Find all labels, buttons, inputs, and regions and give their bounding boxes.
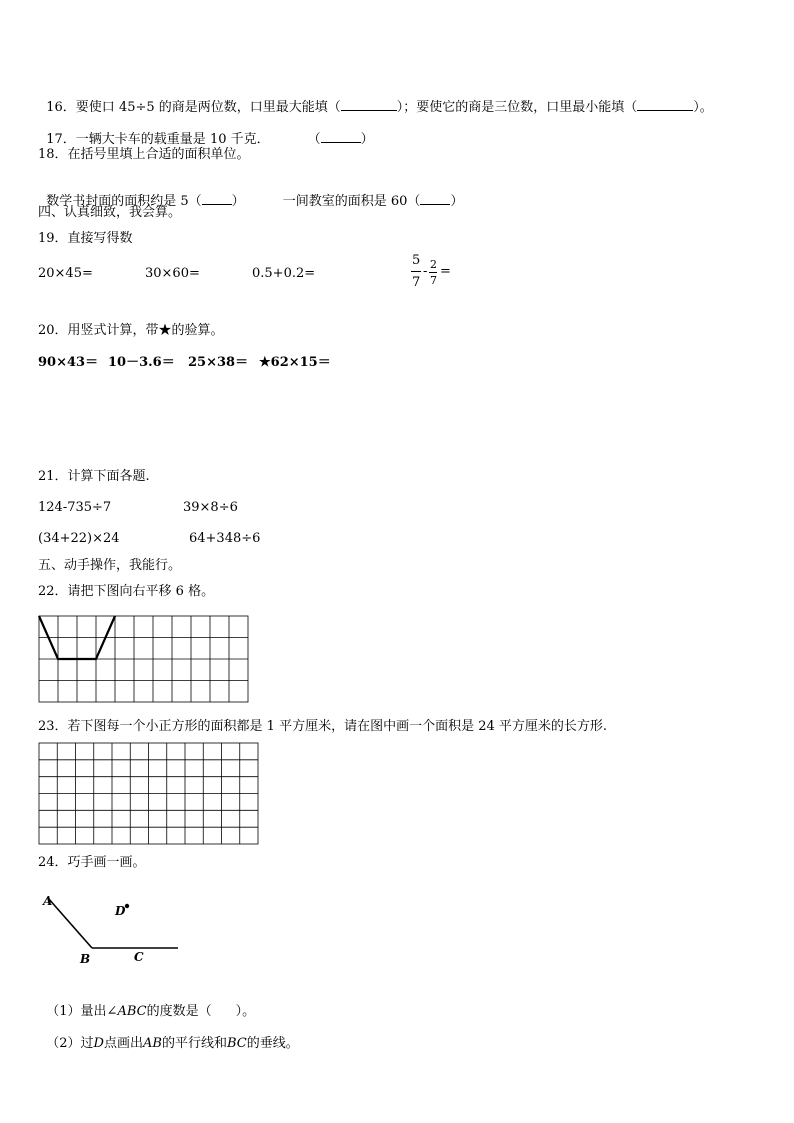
frac2-denominator: 7 — [430, 274, 437, 287]
q16-text-c: ）。 — [693, 100, 713, 115]
q17-text-c: ） — [360, 132, 374, 147]
ray-BA — [48, 898, 92, 948]
label-A: A — [43, 894, 53, 908]
q21-item-4: 64+348÷6 — [189, 531, 261, 546]
section-4-heading: 四、认真细致，我会算。 — [38, 205, 182, 220]
q16-text-b: ）；要使它的商是三位数，口里最小能填（ — [396, 100, 638, 115]
frac1-numerator: 5 — [412, 253, 421, 268]
q19-item-1: 20×45= — [38, 266, 93, 281]
q18-b-end: ） — [450, 194, 464, 209]
q24-p2-text-c: 的平行线和 — [161, 1036, 227, 1051]
q24-angle-figure[interactable] — [38, 890, 198, 970]
q22-grid[interactable] — [38, 614, 252, 706]
question-23-title: 23．若下图每一个小正方形的面积都是 1 平方厘米，请在图中画一个面积是 24 平方厘米的长方形. — [38, 719, 608, 734]
q19-fraction-expression — [410, 254, 456, 294]
question-21-title: 21．计算下面各题. — [38, 469, 150, 484]
equals-sign: = — [440, 264, 451, 279]
question-18-title: 18．在括号里填上合适的面积单位。 — [38, 147, 250, 162]
q18-blank-b[interactable] — [420, 204, 450, 205]
q21-item-1: 124-735÷7 — [38, 500, 112, 515]
q24-angle-abc: ∠ABC — [106, 1004, 147, 1019]
q19-item-2: 30×60= — [145, 266, 200, 281]
q21-item-2: 39×8÷6 — [183, 500, 238, 515]
q24-p1-text-a: （1）量出 — [46, 1004, 107, 1019]
frac1-bar — [411, 271, 421, 272]
q16-blank-2[interactable] — [637, 110, 693, 111]
q24-part-2 — [38, 1020, 299, 1052]
q24-p2-point-d: D — [93, 1036, 104, 1051]
frac2-numerator: 2 — [430, 258, 437, 271]
section-5-heading: 五、动手操作，我能行。 — [38, 558, 182, 573]
question-17 — [38, 116, 374, 148]
q17-blank[interactable] — [321, 142, 361, 143]
label-B: B — [80, 952, 91, 966]
q20-item-1: 90×43＝ — [38, 355, 99, 370]
q21-item-3: (34+22)×24 — [38, 531, 120, 546]
q17-text-b: （ — [307, 132, 321, 147]
frac1-denominator: 7 — [412, 275, 421, 290]
q18-b-text: 一间教室的面积是 60（ — [282, 194, 421, 209]
q19-item-3: 0.5+0.2= — [252, 266, 316, 281]
frac2-bar — [429, 272, 437, 273]
q18-blank-a[interactable] — [202, 204, 232, 205]
question-20-title: 20．用竖式计算，带★的验算。 — [38, 323, 224, 338]
q24-p2-text-a: （2）过 — [46, 1036, 94, 1051]
q17-text-a: 17．一辆大卡车的载重量是 10 千克． — [46, 132, 270, 147]
q24-p2-segment-bc: BC — [226, 1036, 247, 1051]
question-19-title: 19．直接写得数 — [38, 231, 133, 246]
q20-item-4: ★62×15＝ — [259, 355, 331, 370]
point-D — [125, 904, 129, 908]
minus-sign: - — [423, 264, 428, 279]
q24-p1-text-b: 的度数是（ — [146, 1004, 212, 1019]
question-24-title: 24．巧手画一画。 — [38, 855, 146, 870]
q20-item-3: 25×38＝ — [188, 355, 249, 370]
question-22-title: 22．请把下图向右平移 6 格。 — [38, 584, 215, 599]
q16-blank-1[interactable] — [341, 110, 397, 111]
label-D: D — [115, 904, 126, 918]
q24-p2-text-b: 点画出 — [103, 1036, 143, 1051]
q16-text-a: 16．要使口 45÷5 的商是两位数，口里最大能填（ — [46, 100, 341, 115]
label-C: C — [134, 950, 144, 964]
q24-p2-segment-ab: AB — [143, 1036, 162, 1051]
q23-grid[interactable] — [38, 742, 260, 846]
q18-a-end: ） — [231, 194, 245, 209]
question-16 — [38, 84, 713, 116]
q24-p2-text-e: 的垂线。 — [246, 1036, 299, 1051]
q20-item-2: 10－3.6＝ — [108, 355, 175, 370]
q24-part-1 — [38, 988, 255, 1020]
q24-p1-text-c: ）。 — [235, 1004, 256, 1019]
q18-a-text: 数学书封面的面积约是 5（ — [46, 194, 202, 209]
